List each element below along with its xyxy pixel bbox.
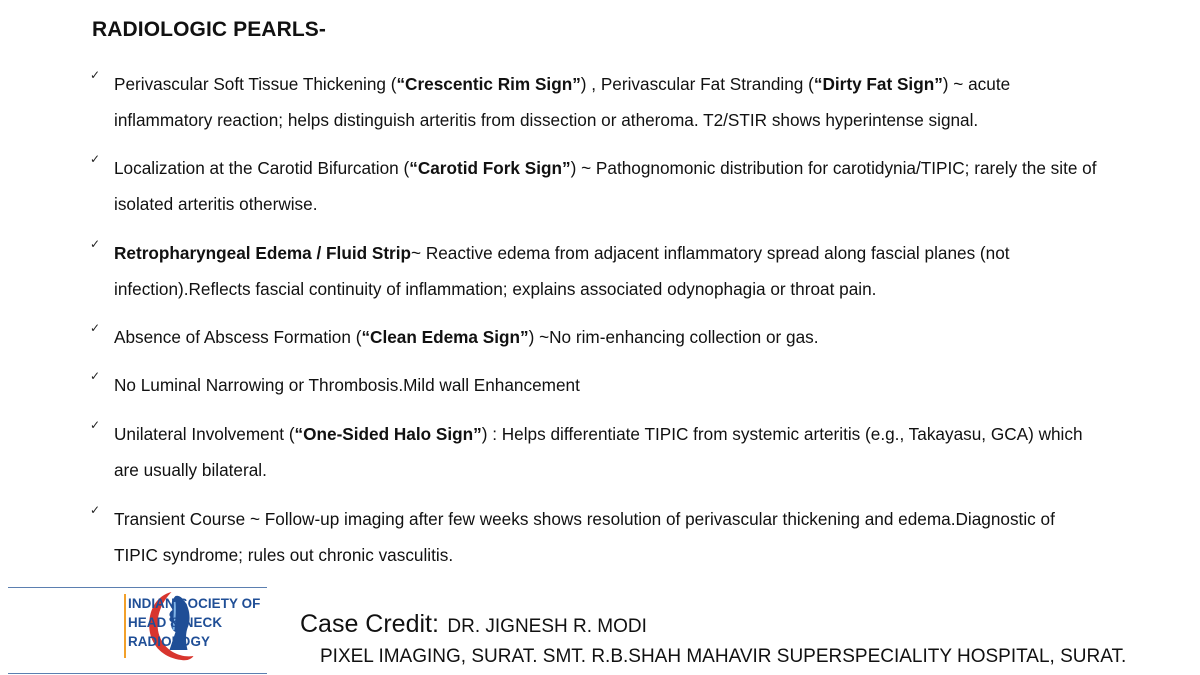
pearl-text-run: ) , Perivascular Fat Stranding ( [580,74,814,94]
check-icon: ✓ [90,68,101,82]
case-credit-name: DR. JIGNESH R. MODI [447,616,647,637]
check-icon: ✓ [90,321,101,335]
logo-line-2: HEAD & NECK [128,615,223,630]
check-icon: ✓ [90,418,101,432]
case-credit-label: Case Credit: [300,610,439,638]
pearl-sign-name: “Carotid Fork Sign” [409,158,571,178]
logo-line-3: RADIOLOGY [128,634,210,649]
pearl-text-run: Perivascular Soft Tissue Thickening ( [114,74,397,94]
pearl-sign-name: “One-Sided Halo Sign” [294,424,482,444]
logo-line-1: INDIAN SOCIETY OF [128,596,261,611]
check-icon: ✓ [90,152,101,166]
pearl-item [90,501,1100,573]
pearl-item [90,367,1100,403]
pearl-text-run: ) ~No rim-enhancing collection or gas. [528,327,819,347]
check-icon: ✓ [90,369,101,383]
pearl-text [114,501,1100,573]
pearl-text [114,66,1100,138]
pearl-item [90,235,1100,307]
check-icon: ✓ [90,237,101,251]
pearl-item [90,319,1100,355]
slide-title: RADIOLOGIC PEARLS- [92,18,326,41]
pearl-text-run: Absence of Abscess Formation ( [114,327,362,347]
logo-text [128,594,260,651]
pearl-text-run: ) : Helps differentiate TIPIC from systemic arteritis (e.g., Takayasu, GCA) which are usually bilateral. [114,424,1083,480]
pearl-text [114,319,1100,355]
pearl-text [114,150,1100,222]
pearl-text-run: ~ Reactive edema from adjacent inflammatory spread along fascial planes (not infection).Reflects fascial continuity of inflammation; explains associated odynophagia or throat pain. [114,243,1010,299]
pearl-text-run: No Luminal Narrowing or Thrombosis.Mild wall Enhancement [114,375,580,395]
pearl-text-run: Unilateral Involvement ( [114,424,295,444]
pearl-text-run: Transient Course ~ Follow-up imaging after few weeks shows resolution of perivascular thickening and edema.Diagnostic of TIPIC syndrome; rules out chronic vasculitis. [114,509,1055,565]
pearl-text [114,367,1100,403]
pearl-text-run: ) ~ acute inflammatory reaction; helps distinguish arteritis from dissection or atheroma. T2/STIR shows hyperintense signal. [114,74,1011,130]
pearl-text [114,235,1100,307]
pearl-text-run: ) ~ Pathognomonic distribution for carotidynia/TIPIC; rarely the site of isolated arteritis otherwise. [114,158,1097,214]
case-credit-affiliation: PIXEL IMAGING, SURAT. SMT. R.B.SHAH MAHAVIR SUPERSPECIALITY HOSPITAL, SURAT. [320,646,1127,667]
footer-divider-bottom [8,673,267,674]
pearl-sign-name: “Dirty Fat Sign” [813,74,943,94]
pearl-item [90,416,1100,488]
pearl-text-run: Localization at the Carotid Bifurcation ( [114,158,410,178]
pearl-item [90,150,1100,222]
pearl-text [114,416,1100,488]
case-credit [300,610,647,639]
pearl-sign-name: “Crescentic Rim Sign” [396,74,581,94]
logo-accent-bar [124,594,126,658]
check-icon: ✓ [90,503,101,517]
pearl-sign-name: Retropharyngeal Edema / Fluid Strip [114,243,412,263]
pearl-item [90,66,1100,138]
pearl-sign-name: “Clean Edema Sign” [361,327,529,347]
